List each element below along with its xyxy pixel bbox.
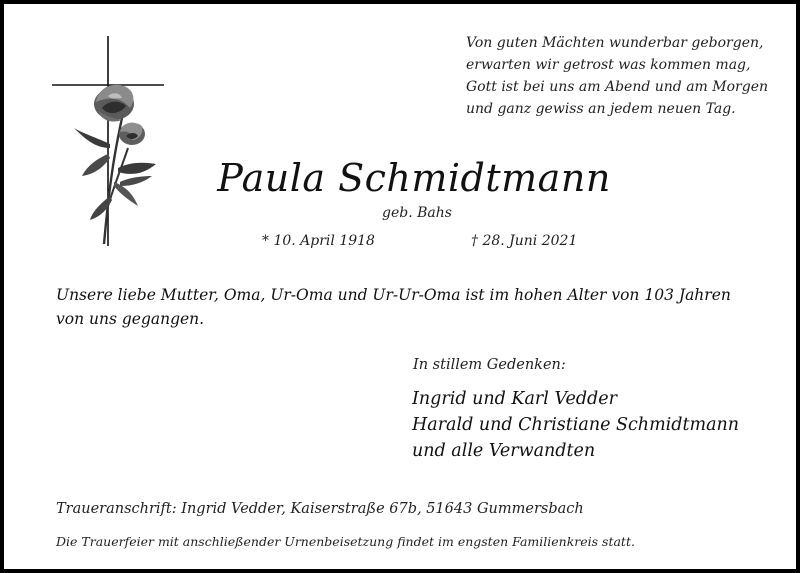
funeral-note: Die Trauerfeier mit anschließender Urnenbeisetzung findet im engsten Familienkreis statt.	[56, 534, 635, 549]
mourner-line: Harald und Christiane Schmidtmann	[412, 415, 740, 435]
poem-line: erwarten wir getrost was kommen mag,	[466, 57, 751, 73]
memory-heading: In stillem Gedenken:	[413, 357, 566, 373]
cross-with-rose-illustration	[52, 36, 172, 251]
poem-line: Von guten Mächten wunderbar geborgen,	[466, 35, 764, 51]
death-date: † 28. Juni 2021	[471, 233, 578, 249]
obituary-message: Unsere liebe Mutter, Oma, Ur-Oma und Ur-Ur-Oma ist im hohen Alter von 103 Jahren von uns gegangen.	[56, 286, 731, 328]
mourner-line: Ingrid und Karl Vedder	[412, 389, 617, 409]
birth-name: geb. Bahs	[382, 205, 452, 221]
mourner-line: und alle Verwandten	[412, 441, 596, 461]
poem-line: Gott ist bei uns am Abend und am Morgen	[466, 79, 768, 95]
birth-date: * 10. April 1918	[262, 233, 375, 249]
deceased-name: Paula Schmidtmann	[217, 156, 611, 200]
condolence-address: Traueranschrift: Ingrid Vedder, Kaiserstraße 67b, 51643 Gummersbach	[56, 501, 584, 517]
poem	[466, 32, 786, 120]
poem-line: und ganz gewiss an jedem neuen Tag.	[466, 101, 736, 117]
mourners-list	[412, 386, 739, 464]
